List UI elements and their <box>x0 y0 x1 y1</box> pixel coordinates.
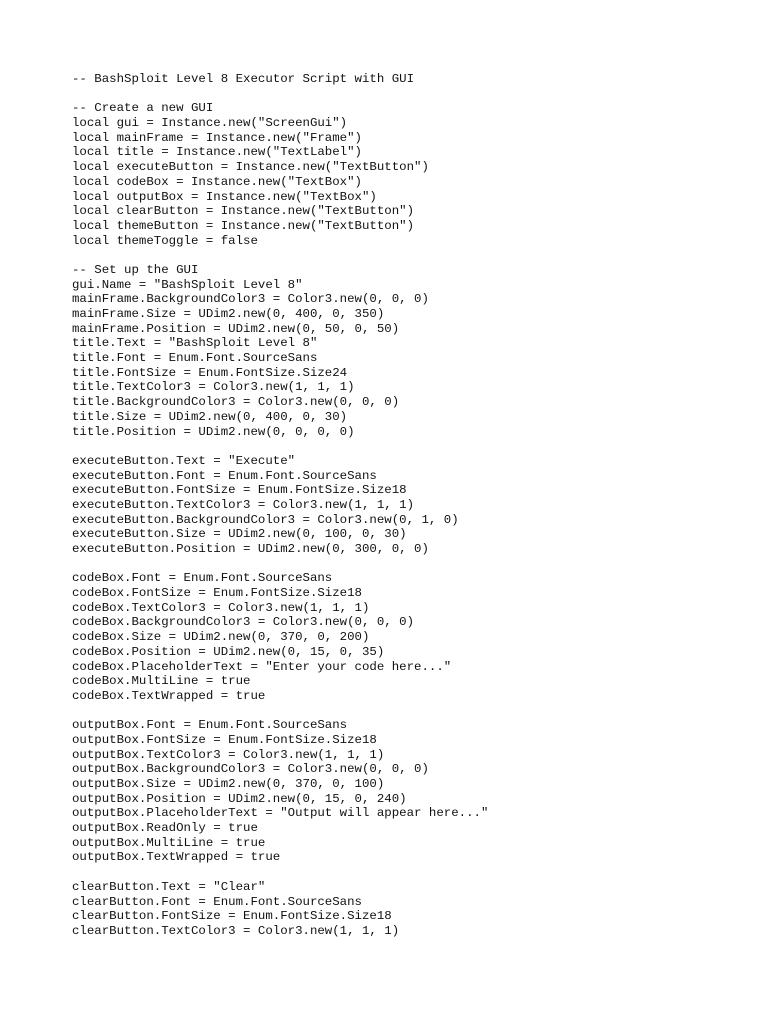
code-line: mainFrame.BackgroundColor3 = Color3.new(0, 0, 0) <box>72 292 429 307</box>
code-line: local clearButton = Instance.new("TextButton") <box>72 204 415 219</box>
code-line: outputBox.Position = UDim2.new(0, 15, 0, 240) <box>72 791 407 806</box>
code-line: outputBox.MultiLine = true <box>72 835 266 850</box>
code-line: codeBox.MultiLine = true <box>72 674 251 689</box>
code-line: outputBox.TextWrapped = true <box>72 850 281 865</box>
code-line: clearButton.TextColor3 = Color3.new(1, 1, 1) <box>72 923 400 938</box>
code-line: mainFrame.Size = UDim2.new(0, 400, 0, 350) <box>72 307 385 321</box>
code-line: local codeBox = Instance.new("TextBox") <box>72 174 362 189</box>
code-line: codeBox.FontSize = Enum.FontSize.Size18 <box>72 586 362 601</box>
code-line: local mainFrame = Instance.new("Frame") <box>72 130 362 145</box>
code-block <box>72 72 732 87</box>
code-line: executeButton.Font = Enum.Font.SourceSans <box>72 468 377 483</box>
code-line: codeBox.Font = Enum.Font.SourceSans <box>72 571 333 586</box>
code-line: clearButton.FontSize = Enum.FontSize.Size18 <box>72 909 392 924</box>
code-line: local executeButton = Instance.new("TextButton") <box>72 160 429 175</box>
code-line: outputBox.FontSize = Enum.FontSize.Size18 <box>72 732 377 747</box>
code-line: outputBox.TextColor3 = Color3.new(1, 1, 1) <box>72 747 385 762</box>
code-line: outputBox.ReadOnly = true <box>72 821 258 836</box>
code-line: local themeButton = Instance.new("TextButton") <box>72 218 415 233</box>
code-block <box>72 880 732 939</box>
code-line: executeButton.FontSize = Enum.FontSize.Size18 <box>72 483 407 498</box>
code-block <box>72 571 732 703</box>
code-block <box>72 718 732 865</box>
code-line: gui.Name = "BashSploit Level 8" <box>72 277 303 292</box>
code-line: title.TextColor3 = Color3.new(1, 1, 1) <box>72 380 355 395</box>
code-line: local outputBox = Instance.new("TextBox") <box>72 189 377 204</box>
code-line: codeBox.Position = UDim2.new(0, 15, 0, 35) <box>72 644 385 659</box>
code-line: executeButton.Size = UDim2.new(0, 100, 0, 30) <box>72 527 407 542</box>
code-line: local themeToggle = false <box>72 233 258 248</box>
document-page <box>72 72 732 953</box>
code-line: executeButton.Text = "Execute" <box>72 453 296 468</box>
code-line: executeButton.TextColor3 = Color3.new(1, 1, 1) <box>72 497 415 512</box>
code-line: outputBox.Size = UDim2.new(0, 370, 0, 100) <box>72 777 385 791</box>
code-line: title.FontSize = Enum.FontSize.Size24 <box>72 365 348 380</box>
code-comment-line: -- Create a new GUI <box>72 101 214 116</box>
code-line: title.Position = UDim2.new(0, 0, 0, 0) <box>72 424 355 439</box>
code-line: codeBox.TextWrapped = true <box>72 688 266 703</box>
code-line: local gui = Instance.new("ScreenGui") <box>72 116 348 131</box>
code-line: outputBox.BackgroundColor3 = Color3.new(0, 0, 0) <box>72 762 429 777</box>
code-comment-line: -- Set up the GUI <box>72 262 199 277</box>
code-line: title.BackgroundColor3 = Color3.new(0, 0, 0) <box>72 395 400 410</box>
code-line: codeBox.TextColor3 = Color3.new(1, 1, 1) <box>72 600 370 615</box>
code-block <box>72 454 732 557</box>
code-line: codeBox.BackgroundColor3 = Color3.new(0, 0, 0) <box>72 615 415 630</box>
code-line: codeBox.PlaceholderText = "Enter your code here..." <box>72 659 452 674</box>
code-line: title.Text = "BashSploit Level 8" <box>72 336 318 351</box>
code-line: title.Font = Enum.Font.SourceSans <box>72 351 318 366</box>
code-line: mainFrame.Position = UDim2.new(0, 50, 0, 50) <box>72 321 400 336</box>
code-line: clearButton.Font = Enum.Font.SourceSans <box>72 894 362 909</box>
code-line: outputBox.Font = Enum.Font.SourceSans <box>72 718 348 733</box>
code-block <box>72 263 732 439</box>
code-block <box>72 101 732 248</box>
code-line: title.Size = UDim2.new(0, 400, 0, 30) <box>72 409 348 424</box>
code-line: codeBox.Size = UDim2.new(0, 370, 0, 200) <box>72 630 370 645</box>
code-line: executeButton.Position = UDim2.new(0, 300, 0, 0) <box>72 542 429 556</box>
code-line: outputBox.PlaceholderText = "Output will appear here..." <box>72 806 489 821</box>
code-line: local title = Instance.new("TextLabel") <box>72 145 362 160</box>
code-line: executeButton.BackgroundColor3 = Color3.new(0, 1, 0) <box>72 512 459 527</box>
code-document <box>72 72 732 939</box>
code-line: clearButton.Text = "Clear" <box>72 879 266 894</box>
code-comment-line: -- BashSploit Level 8 Executor Script with GUI <box>72 72 415 86</box>
